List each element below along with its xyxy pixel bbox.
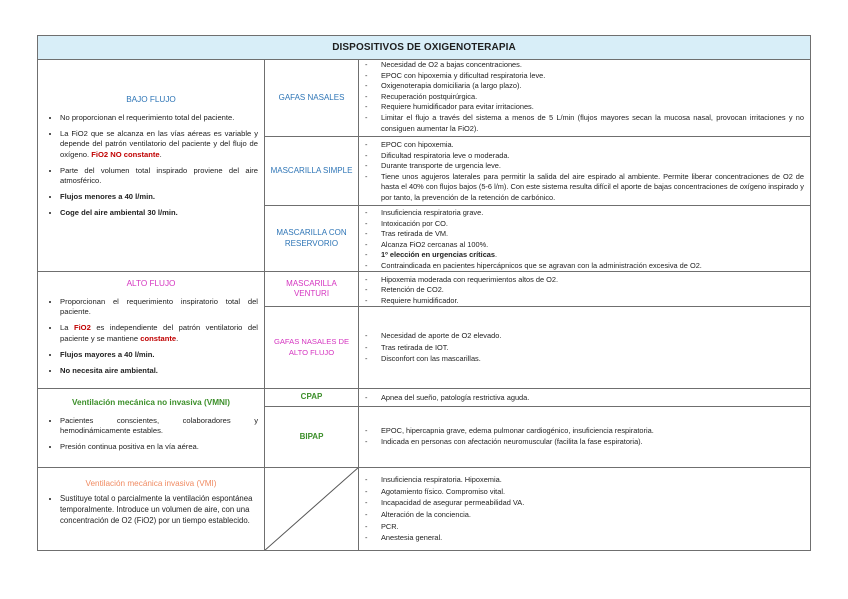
bullet-list: [38, 416, 264, 453]
list-item: - Necesidad de aporte de O2 elevado.: [381, 330, 804, 342]
device-mascarilla-venturi: MASCARILLA VENTURI: [264, 271, 359, 307]
list-item: • No necesita aire ambiental.: [60, 366, 258, 376]
list-item: • Coge del aire ambiental 30 l/min.: [60, 208, 258, 218]
category-vmi: [37, 467, 265, 551]
list-item: - Incapacidad de asegurar permeabilidad VA.: [381, 497, 804, 509]
device-bipap: BIPAP: [264, 406, 359, 468]
list-item: - Hipoxemia moderada con requerimientos altos de O2.: [381, 275, 804, 285]
list-item: • La FiO2 es independiente del patrón ventilatorio del paciente y se mantiene constante.: [60, 323, 258, 343]
list-item: - Alteración de la conciencia.: [381, 509, 804, 521]
list-item: - Retención de CO2.: [381, 285, 804, 295]
list-item: - Tras retirada de IOT.: [381, 342, 804, 354]
list-item: • Presión continua positiva en la vía aérea.: [60, 442, 258, 452]
list-item: - Indicada en personas con afectación neuromuscular (facilita la fase espiratoria).: [381, 437, 804, 448]
device-mascarilla-reservorio: MASCARILLA CON RESERVORIO: [264, 205, 359, 272]
category-title: Ventilación mecánica no invasiva (VMNI): [72, 398, 230, 407]
list-item: - Insuficiencia respiratoria. Hipoxemia.: [381, 474, 804, 486]
device-cpap: CPAP: [264, 388, 359, 407]
list-item: • Proporcionan el requerimiento inspiratorio total del paciente.: [60, 297, 258, 317]
list-item: - Recuperación postquirúrgica.: [381, 92, 804, 103]
list-item: - EPOC con hipoxemia.: [381, 140, 804, 151]
category-title: Ventilación mecánica invasiva (VMI): [85, 479, 217, 488]
list-item: - Intoxicación por CO.: [381, 219, 804, 230]
diagonal-line: [264, 467, 359, 551]
desc-mascarilla-simple: [358, 136, 811, 206]
category-title: BAJO FLUJO: [126, 95, 176, 104]
bullet-list: [38, 493, 264, 526]
desc-cpap: [358, 388, 811, 407]
device-gafas-alto-flujo: GAFAS NASALES DE ALTO FLUJO: [264, 306, 359, 389]
list-item: - Alcanza FiO2 cercanas al 100%.: [381, 240, 804, 251]
desc-gafas-alto-flujo: [358, 306, 811, 389]
list-item: - Tras retirada de VM.: [381, 229, 804, 240]
list-item: • Flujos mayores a 40 l/min.: [60, 350, 258, 360]
bullet-list: [38, 297, 264, 376]
list-item: • Flujos menores a 40 l/min.: [60, 192, 258, 202]
device-mascarilla-simple: MASCARILLA SIMPLE: [264, 136, 359, 206]
desc-mascarilla-reservorio: [358, 205, 811, 272]
list-item: - Oxigenoterapia domiciliaria (a largo plazo).: [381, 81, 804, 92]
list-item: - Requiere humidificador para evitar irritaciones.: [381, 102, 804, 113]
list-item: - Necesidad de O2 a bajas concentraciones.: [381, 60, 804, 71]
list-item: - Contraindicada en pacientes hipercápnicos que se agravan con la administración excesiva de O2.: [381, 261, 804, 272]
category-alto-flujo: [37, 271, 265, 389]
desc-gafas-nasales: [358, 59, 811, 137]
list-item: - Dificultad respiratoria leve o moderada.: [381, 151, 804, 162]
device-gafas-nasales: GAFAS NASALES: [264, 59, 359, 137]
desc-mascarilla-venturi: [358, 271, 811, 307]
list-item: - Apnea del sueño, patología restrictiva aguda.: [381, 393, 804, 402]
list-item: - EPOC con hipoxemia y dificultad respiratoria leve.: [381, 71, 804, 82]
list-item: - Agotamiento físico. Compromiso vital.: [381, 486, 804, 498]
list-item: • Pacientes conscientes, colaboradores y hemodinámicamente estables.: [60, 416, 258, 436]
list-item: - 1º elección en urgencias críticas.: [381, 250, 804, 261]
list-item: - Disconfort con las mascarillas.: [381, 353, 804, 365]
list-item: - Requiere humidificador.: [381, 296, 804, 306]
bullet-list: [38, 113, 264, 219]
list-item: - Limitar el flujo a través del sistema a menos de 5 L/min (flujos mayores secan la mucosa nasal, provocan irritaciones y no consiguen aumentar la FiO2).: [381, 113, 804, 134]
list-item: - Tiene unos agujeros laterales para permitir la salida del aire espirado al ambiente. Permite liberar concentraciones de O2 de hasta el 40% con flujos bajos (5-6 l/m). Con este sistema resulta difícil el aporte de bajas concentraciones de oxígeno inspirado y por tanto, la prevención de la retención de carbónico.: [381, 172, 804, 204]
table-title: DISPOSITIVOS DE OXIGENOTERAPIA: [37, 35, 811, 60]
list-item: - EPOC, hipercapnia grave, edema pulmonar cardiogénico, insuficiencia respiratoria.: [381, 426, 804, 437]
list-item: - Durante transporte de urgencia leve.: [381, 161, 804, 172]
category-title: ALTO FLUJO: [126, 279, 176, 288]
desc-vmi: [358, 467, 811, 551]
list-item: • La FiO2 que se alcanza en las vías aéreas es variable y depende del patrón ventilatorio del paciente y del flujo de oxígeno. FiO2 NO constante.: [60, 129, 258, 160]
device-vmi-empty: [264, 467, 359, 551]
list-item: • Sustituye total o parcialmente la ventilación espontánea temporalmente. Introduce un volumen de aire, con una concentración de O2 (FiO2) por un tiempo establecido.: [60, 493, 258, 526]
desc-bipap: [358, 406, 811, 468]
category-bajo-flujo: [37, 59, 265, 272]
list-item: - Insuficiencia respiratoria grave.: [381, 208, 804, 219]
category-vmni: [37, 388, 265, 468]
list-item: • No proporcionan el requerimiento total del paciente.: [60, 113, 258, 123]
list-item: - Anestesia general.: [381, 532, 804, 544]
list-item: - PCR.: [381, 521, 804, 533]
list-item: • Parte del volumen total inspirado proviene del aire atmosférico.: [60, 166, 258, 186]
